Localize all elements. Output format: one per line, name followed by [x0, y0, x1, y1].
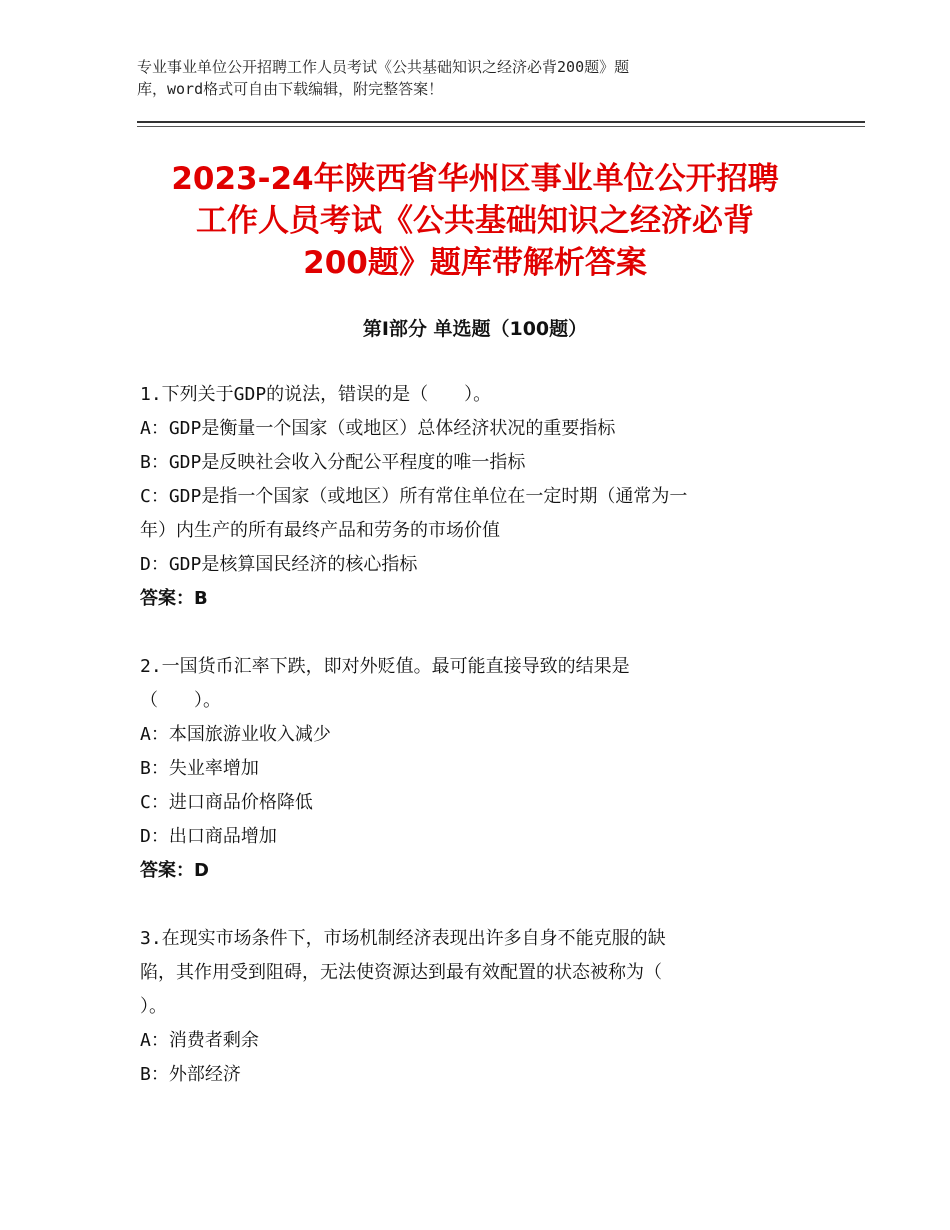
option-a: A：GDP是衡量一个国家（或地区）总体经济状况的重要指标 [140, 418, 616, 439]
option-c: C：进口商品价格降低 [140, 792, 313, 813]
option-c: C：GDP是指一个国家（或地区）所有常住单位在一定时期（通常为一 [140, 486, 688, 507]
header-note [137, 56, 767, 100]
header-note-line-1: 专业事业单位公开招聘工作人员考试《公共基础知识之经济必背200题》题 [137, 58, 630, 76]
question-stem-continued: （ ）。 [140, 690, 221, 711]
question-spacer [140, 616, 820, 650]
option-b: B：失业率增加 [140, 758, 259, 779]
question-stem-continued: 陷，其作用受到阻碍，无法使资源达到最有效配置的状态被称为（ [140, 962, 662, 983]
question-1 [140, 378, 820, 616]
question-spacer [140, 888, 820, 922]
header-rule-thin [137, 126, 865, 127]
option-d: D：GDP是核算国民经济的核心指标 [140, 554, 418, 575]
document-title-line-2: 工作人员考试《公共基础知识之经济必背 [196, 203, 754, 239]
question-2 [140, 650, 820, 888]
header-note-line-2: 库，word格式可自由下载编辑，附完整答案！ [137, 80, 444, 98]
answer: 答案：B [140, 588, 208, 609]
document-title-line-3: 200题》题库带解析答案 [303, 245, 647, 281]
question-stem: 2.一国货币汇率下跌，即对外贬值。最可能直接导致的结果是 [140, 656, 630, 677]
option-d: D：出口商品增加 [140, 826, 277, 847]
option-b: B：外部经济 [140, 1064, 241, 1085]
question-stem: 1.下列关于GDP的说法，错误的是（ ）。 [140, 384, 492, 405]
option-a: A：本国旅游业收入减少 [140, 724, 331, 745]
option-b: B：GDP是反映社会收入分配公平程度的唯一指标 [140, 452, 526, 473]
option-c-continued: 年）内生产的所有最终产品和劳务的市场价值 [140, 520, 500, 541]
question-stem: 3.在现实市场条件下，市场机制经济表现出许多自身不能克服的缺 [140, 928, 666, 949]
document-title-line-1: 2023-24年陕西省华州区事业单位公开招聘 [171, 161, 779, 197]
question-list [140, 378, 820, 1092]
question-stem-continued: ）。 [140, 996, 167, 1017]
header-rule-thick [137, 121, 865, 123]
section-heading: 第Ⅰ部分 单选题（100题） [362, 318, 588, 340]
document-title [120, 158, 830, 284]
option-a: A：消费者剩余 [140, 1030, 259, 1051]
question-3 [140, 922, 820, 1092]
answer: 答案：D [140, 860, 209, 881]
